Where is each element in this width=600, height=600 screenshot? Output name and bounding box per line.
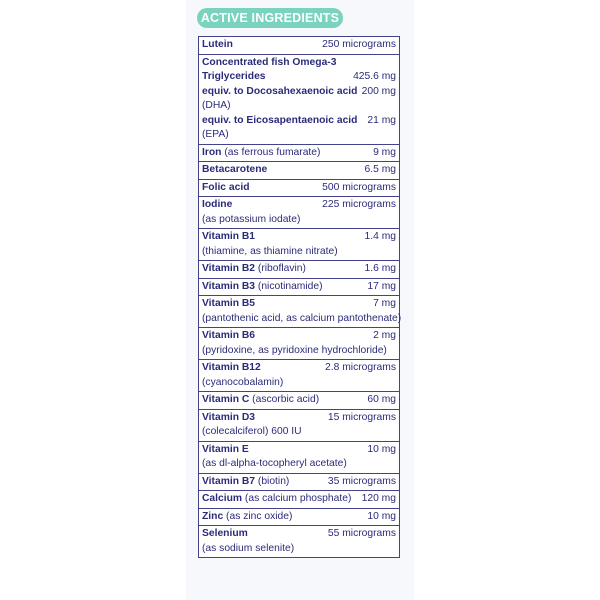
ingredient-name: Zinc xyxy=(202,510,224,522)
ingredient-line xyxy=(202,85,396,100)
ingredient-name-cell xyxy=(202,376,283,391)
table-row xyxy=(199,261,399,279)
ingredient-line xyxy=(202,475,396,490)
ingredient-line xyxy=(202,457,396,472)
ingredient-detail: (as ferrous fumarate) xyxy=(221,146,321,158)
ingredient-line xyxy=(202,70,396,85)
ingredient-name: Vitamin B2 xyxy=(202,263,256,274)
ingredient-detail: (as sodium selenite) xyxy=(202,542,295,554)
ingredient-name-cell xyxy=(202,85,357,100)
ingredient-amount: 120 mg xyxy=(361,493,396,504)
ingredient-amount: 55 micrograms xyxy=(327,528,396,539)
ingredient-amount: 21 mg xyxy=(367,114,396,126)
ingredient-name: Vitamin B12 xyxy=(202,362,261,373)
table-row xyxy=(199,474,399,492)
ingredient-name-cell xyxy=(202,213,300,228)
ingredient-amount: 10 mg xyxy=(367,510,396,522)
ingredient-name-cell xyxy=(202,114,357,129)
table-row xyxy=(199,442,399,474)
ingredient-amount: 7 mg xyxy=(373,298,396,309)
table-row xyxy=(199,162,399,180)
ingredient-name-cell xyxy=(202,146,320,161)
ingredient-name-cell xyxy=(202,527,248,542)
ingredient-detail: (biotin) xyxy=(255,475,290,487)
ingredient-line xyxy=(202,312,402,327)
table-row xyxy=(199,392,399,410)
ingredient-line xyxy=(202,114,396,129)
ingredient-line xyxy=(202,492,396,507)
table-row xyxy=(199,145,399,163)
ingredient-line xyxy=(202,245,396,260)
ingredient-name-cell xyxy=(202,38,233,53)
ingredient-name: Vitamin B5 xyxy=(202,298,256,309)
ingredient-line xyxy=(202,146,396,161)
ingredient-name: Lutein xyxy=(202,39,233,50)
ingredient-name-cell xyxy=(202,56,336,71)
ingredient-amount: 17 mg xyxy=(367,280,396,292)
ingredient-name-cell xyxy=(202,443,249,458)
ingredient-detail: (thiamine, as thiamine nitrate) xyxy=(202,245,338,257)
table-row xyxy=(199,296,402,328)
ingredient-name: Vitamin E xyxy=(202,443,249,455)
ingredient-name-cell xyxy=(202,425,302,440)
ingredient-line xyxy=(202,411,396,426)
ingredient-name-cell xyxy=(202,492,351,507)
ingredient-name-cell xyxy=(202,361,261,376)
ingredient-name: Iodine xyxy=(202,199,233,210)
table-row xyxy=(199,279,399,297)
ingredient-detail: (riboflavin) xyxy=(255,263,306,274)
ingredient-amount: 2 mg xyxy=(373,330,396,341)
ingredient-line xyxy=(202,376,396,391)
ingredient-detail: (ascorbic acid) xyxy=(249,394,320,405)
ingredient-name-cell xyxy=(202,280,323,295)
ingredient-detail: (nicotinamide) xyxy=(255,280,323,292)
ingredient-line xyxy=(202,213,396,228)
ingredient-amount: 250 micrograms xyxy=(322,39,396,50)
ingredient-name-cell xyxy=(202,344,387,359)
ingredient-line xyxy=(202,510,396,525)
ingredient-line xyxy=(202,425,396,440)
table-row xyxy=(199,229,399,261)
ingredient-name: Vitamin C xyxy=(202,394,250,405)
ingredient-name: Vitamin B1 xyxy=(202,231,256,242)
ingredient-name-cell xyxy=(202,312,401,327)
ingredient-name-cell xyxy=(202,329,255,344)
ingredient-name-cell xyxy=(202,542,294,557)
ingredient-name: Triglycerides xyxy=(202,71,266,82)
ingredient-line xyxy=(202,38,396,53)
ingredient-name-cell xyxy=(202,230,255,245)
ingredient-detail: (cyanocobalamin) xyxy=(202,376,284,388)
ingredient-detail: (as calcium phosphate) xyxy=(242,493,352,504)
table-row xyxy=(199,491,399,509)
ingredient-name-cell xyxy=(202,181,250,196)
ingredient-name-cell xyxy=(202,457,347,472)
ingredient-detail: (as dl-alpha-tocopheryl acetate) xyxy=(202,458,347,469)
ingredient-line xyxy=(202,128,396,143)
ingredient-amount: 10 mg xyxy=(367,443,396,455)
ingredient-amount: 15 micrograms xyxy=(327,411,396,423)
ingredient-name: Folic acid xyxy=(202,181,250,193)
table-row xyxy=(199,360,399,392)
ingredient-amount: 1.6 mg xyxy=(364,263,396,274)
ingredient-line xyxy=(202,230,396,245)
ingredient-name: Betacarotene xyxy=(202,164,268,175)
ingredient-amount: 200 mg xyxy=(361,85,396,97)
ingredient-line xyxy=(202,329,396,344)
ingredient-detail: (pyridoxine, as pyridoxine hydrochloride) xyxy=(202,344,387,356)
ingredient-line xyxy=(202,393,396,408)
ingredient-name-cell xyxy=(202,262,306,277)
ingredient-amount: 1.4 mg xyxy=(364,231,396,242)
section-title: ACTIVE INGREDIENTS xyxy=(197,8,343,28)
ingredient-line xyxy=(202,99,396,114)
ingredient-name-cell xyxy=(202,297,255,312)
ingredient-detail: (as zinc oxide) xyxy=(223,510,293,522)
ingredient-amount: 6.5 mg xyxy=(364,164,396,175)
ingredient-line xyxy=(202,542,396,557)
ingredient-name-cell xyxy=(202,163,267,178)
ingredient-amount: 425.6 mg xyxy=(353,71,396,82)
ingredient-detail: (pantothenic acid, as calcium pantothenate) xyxy=(202,312,402,324)
ingredient-detail: (DHA) xyxy=(202,100,231,111)
ingredient-line xyxy=(202,181,396,196)
ingredients-table xyxy=(198,36,400,558)
ingredient-line xyxy=(202,361,396,376)
ingredient-detail: (as potassium iodate) xyxy=(202,213,301,225)
ingredient-name-cell xyxy=(202,510,292,525)
ingredient-line xyxy=(202,163,396,178)
ingredient-name: equiv. to Eicosapentaenoic acid xyxy=(202,114,358,126)
table-row xyxy=(199,526,399,557)
ingredient-name-cell xyxy=(202,475,289,490)
ingredient-amount: 225 micrograms xyxy=(322,199,396,210)
ingredient-name: Vitamin B3 xyxy=(202,280,256,292)
ingredient-amount: 9 mg xyxy=(373,146,396,158)
table-row xyxy=(199,197,399,229)
ingredient-detail: (colecalciferol) 600 IU xyxy=(202,426,302,437)
ingredient-name: Vitamin B6 xyxy=(202,330,256,341)
ingredient-line xyxy=(202,443,396,458)
ingredient-name: Concentrated fish Omega-3 xyxy=(202,56,337,68)
ingredient-name-cell xyxy=(202,411,255,426)
ingredient-line xyxy=(202,297,396,312)
ingredient-amount: 35 micrograms xyxy=(327,475,396,487)
ingredient-line xyxy=(202,198,396,213)
ingredient-name: Vitamin B7 xyxy=(202,475,256,487)
ingredient-line xyxy=(202,262,396,277)
ingredient-detail: (EPA) xyxy=(202,129,229,140)
ingredient-name-cell xyxy=(202,70,266,85)
ingredient-name-cell xyxy=(202,99,231,114)
ingredient-amount: 2.8 micrograms xyxy=(325,362,396,373)
table-row xyxy=(199,180,399,198)
table-row xyxy=(199,37,399,55)
table-row xyxy=(199,328,399,360)
ingredient-name: equiv. to Docosahexaenoic acid xyxy=(202,85,358,97)
ingredient-amount: 60 mg xyxy=(367,394,396,405)
table-row xyxy=(199,55,399,145)
ingredient-line xyxy=(202,56,396,71)
ingredient-name-cell xyxy=(202,393,319,408)
ingredient-name-cell xyxy=(202,198,232,213)
ingredient-line xyxy=(202,527,396,542)
ingredient-line xyxy=(202,344,396,359)
ingredient-name: Selenium xyxy=(202,528,248,539)
ingredient-line xyxy=(202,280,396,295)
ingredient-name: Vitamin D3 xyxy=(202,411,256,423)
ingredient-name-cell xyxy=(202,245,338,260)
ingredient-name: Iron xyxy=(202,146,222,158)
ingredient-amount: 500 micrograms xyxy=(322,181,396,193)
table-row xyxy=(199,509,399,527)
table-row xyxy=(199,410,399,442)
ingredient-name: Calcium xyxy=(202,493,243,504)
ingredient-name-cell xyxy=(202,128,229,143)
